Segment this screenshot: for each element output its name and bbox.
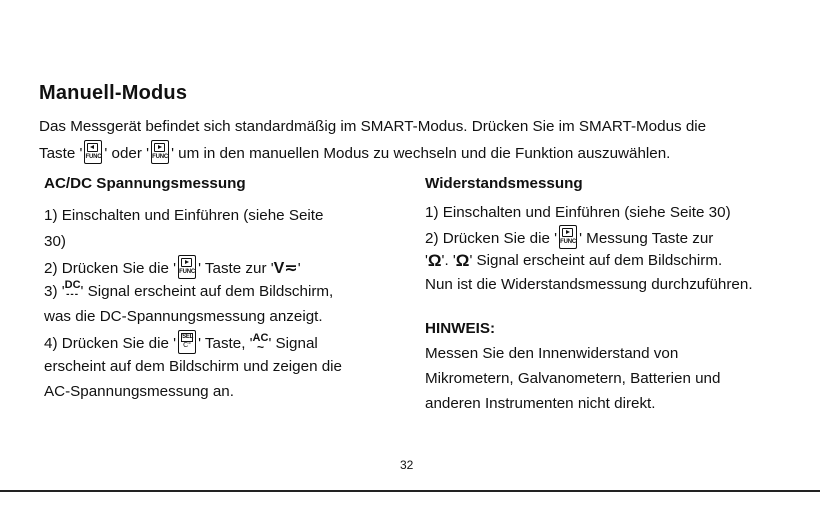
intro-line-1: Das Messgerät befindet sich standardmäßig im SMART-Modus. Drücken Sie im SMART-Modus die: [39, 118, 707, 135]
right-step-2-cont: 'Ω'. 'Ω' Signal erscheint auf dem Bildschirm.: [425, 251, 723, 270]
intro-text: ' um in den manuellen Modus zu wechseln und die Funktion auszuwählen.: [171, 145, 671, 163]
dc-symbol-icon: DC ---: [64, 279, 81, 300]
ohm-symbol-icon: Ω: [427, 251, 442, 270]
func-right-key-icon: FUNC: [559, 225, 577, 249]
right-step-1: 1) Einschalten und Einführen (siehe Seite 30): [425, 204, 731, 221]
right-step-3: Nun ist die Widerstandsmessung durchzuführen.: [425, 276, 753, 293]
func-right-key-icon: FUNC: [151, 140, 169, 164]
right-step-2: 2) Drücken Sie die ' FUNC ' Messung Taste zur: [425, 227, 713, 251]
intro-text: ' oder ': [104, 145, 150, 163]
hinweis-heading: HINWEIS:: [425, 320, 496, 337]
footer-divider: [0, 490, 820, 492]
left-step-3: 3) 'DC --- ' Signal erscheint auf dem Bildschirm,: [44, 279, 334, 301]
section-heading-acdc: AC/DC Spannungsmessung: [44, 175, 246, 192]
note-line-3: anderen Instrumenten nicht direkt.: [425, 395, 656, 412]
ac-symbol-icon: AC ~: [252, 332, 269, 354]
page-title: Manuell-Modus: [39, 82, 188, 104]
ohm-symbol-icon: Ω: [455, 251, 470, 270]
note-line-1: Messen Sie den Innenwiderstand von: [425, 345, 679, 362]
intro-line-2: [39, 142, 670, 166]
left-step-4-end: AC-Spannungsmessung an.: [44, 383, 234, 400]
left-step-1: 1) Einschalten und Einführen (siehe Seite: [44, 207, 324, 224]
func-left-key-icon: FUNC: [84, 140, 102, 164]
left-step-4: 4) Drücken Sie die ' SEL C° ' Taste, 'AC ~ ' Signal: [44, 332, 318, 354]
left-step-3-cont: was die DC-Spannungsmessung anzeigt.: [44, 308, 323, 325]
func-right-key-icon: FUNC: [178, 255, 196, 279]
left-step-2: 2) Drücken Sie die ' FUNC ' Taste zur 'V≂': [44, 257, 301, 281]
v-ac-dc-symbol-icon: V≂: [273, 260, 298, 277]
sel-key-icon: SEL C°: [178, 330, 196, 354]
page-number: 32: [400, 458, 414, 472]
left-step-4-cont: erscheint auf dem Bildschirm und zeigen die: [44, 358, 343, 375]
left-step-1-cont: 30): [44, 233, 66, 250]
note-line-2: Mikrometern, Galvanometern, Batterien und: [425, 370, 721, 387]
section-heading-resistance: Widerstandsmessung: [425, 175, 583, 192]
intro-text: Taste ': [39, 145, 83, 163]
